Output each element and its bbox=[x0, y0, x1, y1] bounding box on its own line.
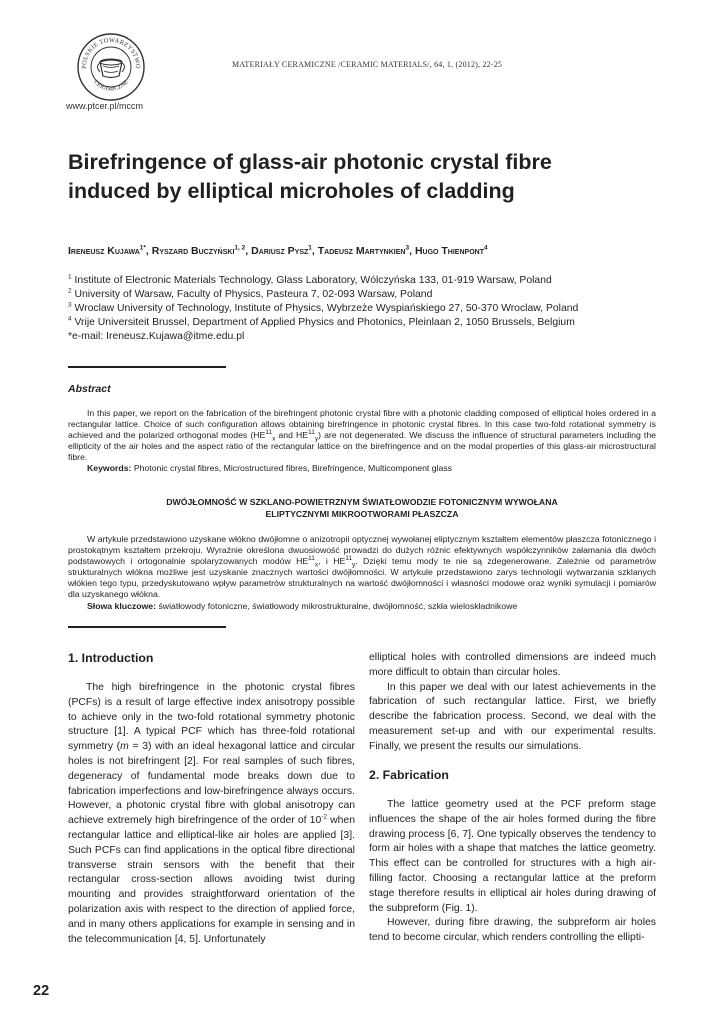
journal-reference: MATERIAŁY CERAMICZNE /CERAMIC MATERIALS/, 64, 1, (2012), 22-25 bbox=[232, 60, 503, 69]
affiliations bbox=[68, 274, 688, 344]
affiliation: $^1$ Institute of Electronic Materials Technology, Glass Laboratory, Wólczyńska 133, 01-919 Warsaw, Poland bbox=[68, 273, 552, 286]
email: *e-mail: Ireneusz.Kujawa@itme.edu.pl bbox=[68, 331, 245, 342]
abstract: In this paper, we report on the fabrication of the birefringent photonic crystal fibre with a photonic cladding composed of elliptical holes ordered in a rectangular lattice. Choice of such configuration allows obtaining birefringence in photonic crystal fibres. In this case two-fold rotational symmetry is achieved and the polarized orthogonal modes ($HE^{11}_x$ and $HE^{11}_y$) are not degenerated. We discuss the influence of structural parameters including the ellipticity of the air holes and the aspect ratio of the rectangular lattice on the birefringence and on the modal properties of this glass-air microstructural fibre. Keywords: Photonic crystal fibres, Microstructured fibres, Birefringence, Multicomponent glass bbox=[68, 408, 656, 474]
fabrication-text: The lattice geometry used at the PCF preform stage influences the shape of the air holes formed during the fibre drawing process [6, 7]. One typically observes the tendency to form air holes with a shape that matches the lattice geometry. This effect can be controlled for structures with a high air-filling factor. Choosing a rectangular lattice at the preform stage therefore results in elliptical air holes during drawing of the subpreform (Fig. 1). However, during fibre drawing, the subpreform air holes tend to become circular, which renders controlling the ellipti- bbox=[369, 799, 656, 944]
author: Hugo Thienpont$^4$ bbox=[414, 244, 488, 257]
author: Ryszard Buczyński$^{1, 2}$ bbox=[151, 244, 246, 257]
page-number: 22 bbox=[33, 983, 50, 999]
logo-text-top: POLSKIE TOWARZYSTWO bbox=[80, 36, 142, 69]
paper-title bbox=[68, 148, 668, 206]
abstract-heading: Abstract bbox=[68, 383, 111, 395]
logo-url: www.ptcer.pl/mccm bbox=[66, 101, 144, 111]
polish-abstract: W artykule przedstawiono uzyskane włókno dwójłomne o anizotropii optycznej wywołanej eliptycznym kształtem elementów płaszcza fotonicznego i prostokątnym kształtem przekroju. Wyraźnie określona dwuosiowość prowadzi do dużych różnic efektywnych współczynników załamania dla dwóch podstawowych i ortogonalnie spolaryzowanych modów $HE^{11}_x$, i $HE^{11}_y$. Dzięki temu mody te nie są zdegenerowane. Zależnie od parametrów strukturalnych włókna możliwe jest uzyskanie znacznych wartości dwójłomności. W artykule przedstawiono zarys technologii wytwarzania szklanych włókien tego typu, przedyskutowano wpływ parametrów strukturalnych na wartość dwójłomności i własności modowe oraz wyniki symulacji i pomiarów dla uzyskanego włókna. Słowa kluczowe: światłowody fotoniczne, światłowody mikrostrukturalne, dwójłomność, szkła wieloskładnikowe bbox=[68, 534, 656, 611]
affiliation: $^4$ Vrije Universiteit Brussel, Department of Applied Physics and Photonics, Pleinlaan 2, 1050 Brussels, Belgium bbox=[68, 315, 575, 328]
author-list: Ireneusz Kujawa$^{1*}$, Ryszard Buczyński$^{1, 2}$, Dariusz Pysz$^1$, Tadeusz Martynkien$^3$, Hugo Thienpont$^4$ bbox=[68, 244, 488, 257]
svg-text:CERAMICZNE bbox=[92, 79, 130, 92]
section-heading-fabrication: 2. Fabrication bbox=[369, 768, 449, 782]
logo-text-bottom: CERAMICZNE bbox=[92, 79, 130, 93]
title-line-2: induced by elliptical microholes of cladding bbox=[68, 179, 515, 203]
title-line-1: Birefringence of glass-air photonic crystal fibre bbox=[68, 150, 552, 174]
intro-text-right: elliptical holes with controlled dimensions are indeed much more difficult to obtain than circular holes. In this paper we deal with our latest achievements in the fabrication of such rectangular lattice. First, we briefly describe the fabrication process. Second, we deal with the measurement set-up and with our experimental results. Finally, we present the results our simulations. bbox=[369, 652, 656, 752]
affiliation: $^3$ Wroclaw University of Technology, Institute of Physics, Wybrzeże Wyspiańskiego 27, 50-370 Wroclaw, Poland bbox=[68, 301, 579, 314]
society-logo bbox=[76, 32, 146, 102]
polish-title: DWÓJŁOMNOŚĆ W SZKLANO-POWIETRZNYM ŚWIATŁOWODZIE FOTONICZNYM WYWOŁANA ELIPTYCZNYMI MIKROOTWORAMI PŁASZCZA bbox=[166, 497, 558, 519]
author: Tadeusz Martynkien$^3$ bbox=[317, 244, 410, 257]
divider bbox=[68, 366, 226, 368]
affiliation: $^2$ University of Warsaw, Faculty of Physics, Pasteura 7, 02-093 Warsaw, Poland bbox=[68, 287, 433, 300]
author: Dariusz Pysz$^1$ bbox=[251, 244, 312, 257]
intro-text-left: The high birefringence in the photonic crystal fibres (PCFs) is a result of large effective index anisotropy possible to achieve only in the two-fold rotational symmetry photonic structure [1]. A typical PCF which has three-fold rotational symmetry (m = 3) with an ideal hexagonal lattice and circular holes is not birefringent [2]. For real samples of such fibres, degeneracy of fundamental mode breaks down due to fabrication imperfections and low-birefringence always occurs. However, a photonic crystal fibre with global anisotropy can achieve extremely high birefringence of the order of $10^{-2}$ when rectangular lattice and elliptical-like air holes are applied [3]. Such PCFs can find applications in the optical fibre directional transverse strain sensors with the benefit that their rectangular cross-section allows avoiding twist during mounting and provides straightforward orientation of the polarization axis with respect to the direction of applied force, and in many others applications for example in sensing and in the telecommunication [4, 5]. Unfortunately bbox=[68, 682, 355, 945]
keywords: Keywords: Photonic crystal fibres, Microstructured fibres, Birefringence, Multicomponent glass bbox=[87, 463, 453, 474]
divider bbox=[68, 626, 226, 628]
polish-keywords: Słowa kluczowe: światłowody fotoniczne, światłowody mikrostrukturalne, dwójłomność, szkła wieloskładnikowe bbox=[87, 600, 518, 611]
author: Ireneusz Kujawa$^{1*}$ bbox=[68, 244, 146, 257]
section-heading-introduction: 1. Introduction bbox=[68, 651, 154, 665]
